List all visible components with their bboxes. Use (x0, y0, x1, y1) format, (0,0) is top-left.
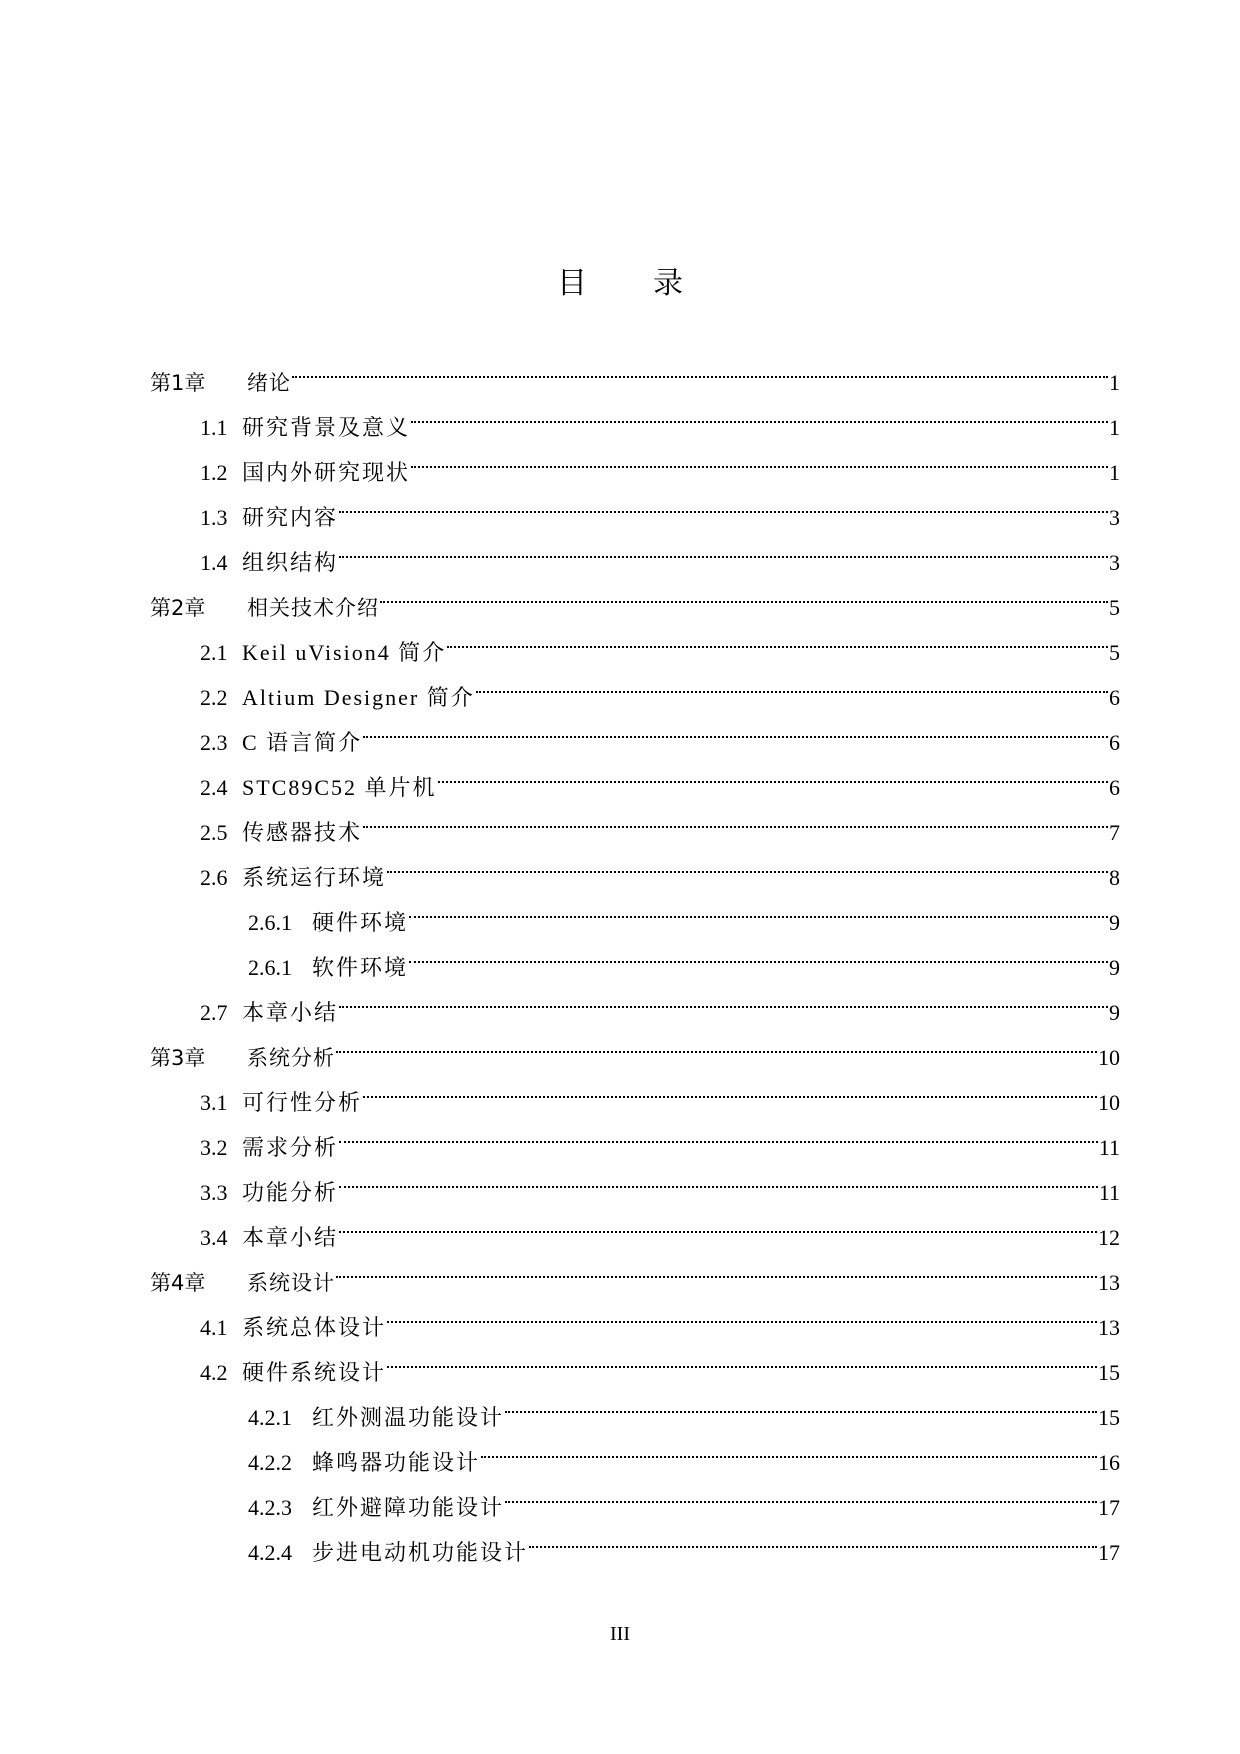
toc-entry-page: 3 (1109, 505, 1120, 530)
toc-entry-2-6-1-software[interactable] (150, 930, 1120, 980)
toc-entry-label: 可行性分析 (242, 1090, 363, 1115)
dot-leader (363, 1065, 1097, 1110)
toc-entry-3-2[interactable] (150, 1110, 1120, 1160)
toc-entry-2-3[interactable] (150, 705, 1120, 755)
toc-entry-label: 软件环境 (312, 955, 409, 980)
toc-entry-label: 硬件系统设计 (242, 1360, 387, 1385)
dot-leader (339, 525, 1108, 570)
dot-leader (380, 570, 1108, 615)
toc-entry-page: 9 (1109, 910, 1120, 935)
toc-entry-page: 10 (1098, 1045, 1120, 1070)
toc-entry-label: 相关技术介绍 (247, 596, 379, 620)
toc-entry-page: 16 (1098, 1450, 1120, 1475)
dot-leader (339, 1110, 1098, 1155)
toc-entry-page: 11 (1098, 1180, 1120, 1205)
toc-entry-label: 需求分析 (242, 1135, 339, 1160)
toc-entry-1-4[interactable] (150, 525, 1120, 575)
toc-entry-4-2-4[interactable] (150, 1515, 1120, 1565)
toc-entry-number: 4.2.4 (248, 1540, 292, 1565)
toc-entry-page: 6 (1109, 730, 1120, 755)
toc-entry-number: 第4章 (150, 1271, 206, 1295)
toc-entry-label: 绪论 (247, 371, 291, 395)
toc-entry-number: 4.2.1 (248, 1405, 292, 1430)
toc-entry-label: 本章小结 (242, 1000, 339, 1025)
dot-leader (336, 1245, 1097, 1290)
toc-entry-page: 15 (1098, 1405, 1120, 1430)
toc-entry-1-3[interactable] (150, 480, 1120, 530)
toc-entry-2-6[interactable] (150, 840, 1120, 890)
toc-entry-3-3[interactable] (150, 1155, 1120, 1205)
dot-leader (476, 660, 1108, 705)
toc-entry-chapter-1[interactable] (150, 345, 1120, 395)
dot-leader (447, 615, 1108, 660)
toc-entry-page: 9 (1109, 1000, 1120, 1025)
toc-entry-page: 12 (1098, 1225, 1120, 1250)
table-of-contents (150, 345, 1120, 1565)
toc-entry-4-2[interactable] (150, 1335, 1120, 1385)
toc-entry-number: 3.2 (200, 1135, 228, 1160)
dot-leader (481, 1425, 1097, 1470)
toc-entry-4-2-3[interactable] (150, 1470, 1120, 1520)
dot-leader (387, 1290, 1097, 1335)
dot-leader (505, 1470, 1097, 1515)
toc-entry-number: 3.1 (200, 1090, 228, 1115)
toc-entry-page: 8 (1109, 865, 1120, 890)
dot-leader (363, 705, 1108, 750)
toc-entry-chapter-4[interactable] (150, 1245, 1120, 1295)
toc-entry-label: 系统总体设计 (242, 1315, 387, 1340)
title-char-1: 目 (557, 266, 587, 301)
toc-entry-number: 1.4 (200, 550, 228, 575)
toc-entry-1-2[interactable] (150, 435, 1120, 485)
page-number: III (610, 1623, 630, 1645)
dot-leader (505, 1380, 1097, 1425)
toc-entry-number: 2.1 (200, 640, 228, 665)
dot-leader (387, 1335, 1097, 1380)
dot-leader (409, 930, 1108, 975)
dot-leader (363, 795, 1108, 840)
toc-entry-number: 第1章 (150, 371, 206, 395)
toc-entry-chapter-3[interactable] (150, 1020, 1120, 1070)
toc-entry-page: 13 (1098, 1270, 1120, 1295)
toc-entry-number: 1.1 (200, 415, 228, 440)
toc-entry-page: 3 (1109, 550, 1120, 575)
dot-leader (411, 435, 1108, 480)
toc-entry-number: 第2章 (150, 596, 206, 620)
toc-entry-label: Altium Designer 简介 (242, 685, 475, 710)
toc-entry-number: 2.6 (200, 865, 228, 890)
toc-entry-2-2[interactable] (150, 660, 1120, 710)
toc-entry-label: 组织结构 (242, 550, 339, 575)
dot-leader (411, 390, 1108, 435)
toc-entry-page: 17 (1098, 1495, 1120, 1520)
dot-leader (409, 885, 1108, 930)
toc-entry-4-2-2[interactable] (150, 1425, 1120, 1475)
toc-entry-number: 1.2 (200, 460, 228, 485)
dot-leader (339, 1155, 1098, 1200)
toc-entry-label: STC89C52 单片机 (242, 775, 437, 800)
toc-entry-label: 系统分析 (247, 1046, 335, 1070)
toc-entry-label: 研究内容 (242, 505, 339, 530)
toc-entry-page: 1 (1109, 370, 1120, 395)
toc-entry-number: 4.2 (200, 1360, 228, 1385)
toc-entry-label: 红外避障功能设计 (312, 1495, 505, 1520)
dot-leader (292, 345, 1108, 390)
toc-entry-page: 10 (1098, 1090, 1120, 1115)
toc-entry-chapter-2[interactable] (150, 570, 1120, 620)
toc-entry-page: 13 (1098, 1315, 1120, 1340)
toc-entry-number: 4.2.2 (248, 1450, 292, 1475)
toc-entry-label: 硬件环境 (312, 910, 409, 935)
toc-entry-label: 系统设计 (247, 1271, 335, 1295)
page-title (0, 264, 1240, 304)
toc-entry-number: 2.3 (200, 730, 228, 755)
dot-leader (529, 1515, 1097, 1560)
toc-entry-number: 2.4 (200, 775, 228, 800)
toc-entry-number: 第3章 (150, 1046, 206, 1070)
toc-entry-4-1[interactable] (150, 1290, 1120, 1340)
dot-leader (387, 840, 1108, 885)
dot-leader (336, 1020, 1097, 1065)
toc-entry-2-5[interactable] (150, 795, 1120, 845)
toc-entry-2-4[interactable] (150, 750, 1120, 800)
toc-entry-number: 3.3 (200, 1180, 228, 1205)
toc-entry-page: 7 (1109, 820, 1120, 845)
dot-leader (339, 1200, 1097, 1245)
toc-entry-number: 2.6.1 (248, 955, 292, 980)
dot-leader (438, 750, 1108, 795)
toc-entry-page: 1 (1109, 460, 1120, 485)
toc-entry-2-6-1-hardware[interactable] (150, 885, 1120, 935)
toc-entry-label: 系统运行环境 (242, 865, 387, 890)
toc-entry-page: 1 (1109, 415, 1120, 440)
dot-leader (339, 975, 1108, 1020)
toc-entry-number: 2.7 (200, 1000, 228, 1025)
title-char-2: 录 (653, 266, 683, 301)
toc-entry-label: 国内外研究现状 (242, 460, 411, 485)
toc-entry-3-4[interactable] (150, 1200, 1120, 1250)
toc-entry-page: 11 (1098, 1135, 1120, 1160)
toc-entry-page: 5 (1109, 595, 1120, 620)
toc-entry-page: 17 (1098, 1540, 1120, 1565)
toc-entry-number: 4.2.3 (248, 1495, 292, 1520)
toc-entry-1-1[interactable] (150, 390, 1120, 440)
toc-entry-label: 蜂鸣器功能设计 (312, 1450, 481, 1475)
toc-entry-label: Keil uVision4 简介 (242, 640, 447, 665)
toc-entry-number: 1.3 (200, 505, 228, 530)
toc-entry-label: C 语言简介 (242, 730, 363, 755)
toc-entry-4-2-1[interactable] (150, 1380, 1120, 1430)
toc-entry-label: 步进电动机功能设计 (312, 1540, 529, 1565)
toc-entry-page: 5 (1109, 640, 1120, 665)
toc-entry-number: 2.2 (200, 685, 228, 710)
toc-entry-label: 传感器技术 (242, 820, 363, 845)
toc-entry-label: 本章小结 (242, 1225, 339, 1250)
toc-entry-label: 研究背景及意义 (242, 415, 411, 440)
toc-entry-number: 2.5 (200, 820, 228, 845)
toc-entry-label: 功能分析 (242, 1180, 339, 1205)
toc-entry-3-1[interactable] (150, 1065, 1120, 1115)
dot-leader (339, 480, 1108, 525)
toc-entry-number: 3.4 (200, 1225, 228, 1250)
toc-entry-number: 2.6.1 (248, 910, 292, 935)
toc-entry-label: 红外测温功能设计 (312, 1405, 505, 1430)
toc-entry-page: 9 (1109, 955, 1120, 980)
toc-entry-number: 4.1 (200, 1315, 228, 1340)
toc-entry-2-7[interactable] (150, 975, 1120, 1025)
toc-entry-2-1[interactable] (150, 615, 1120, 665)
toc-entry-page: 15 (1098, 1360, 1120, 1385)
toc-entry-page: 6 (1109, 685, 1120, 710)
toc-entry-page: 6 (1109, 775, 1120, 800)
